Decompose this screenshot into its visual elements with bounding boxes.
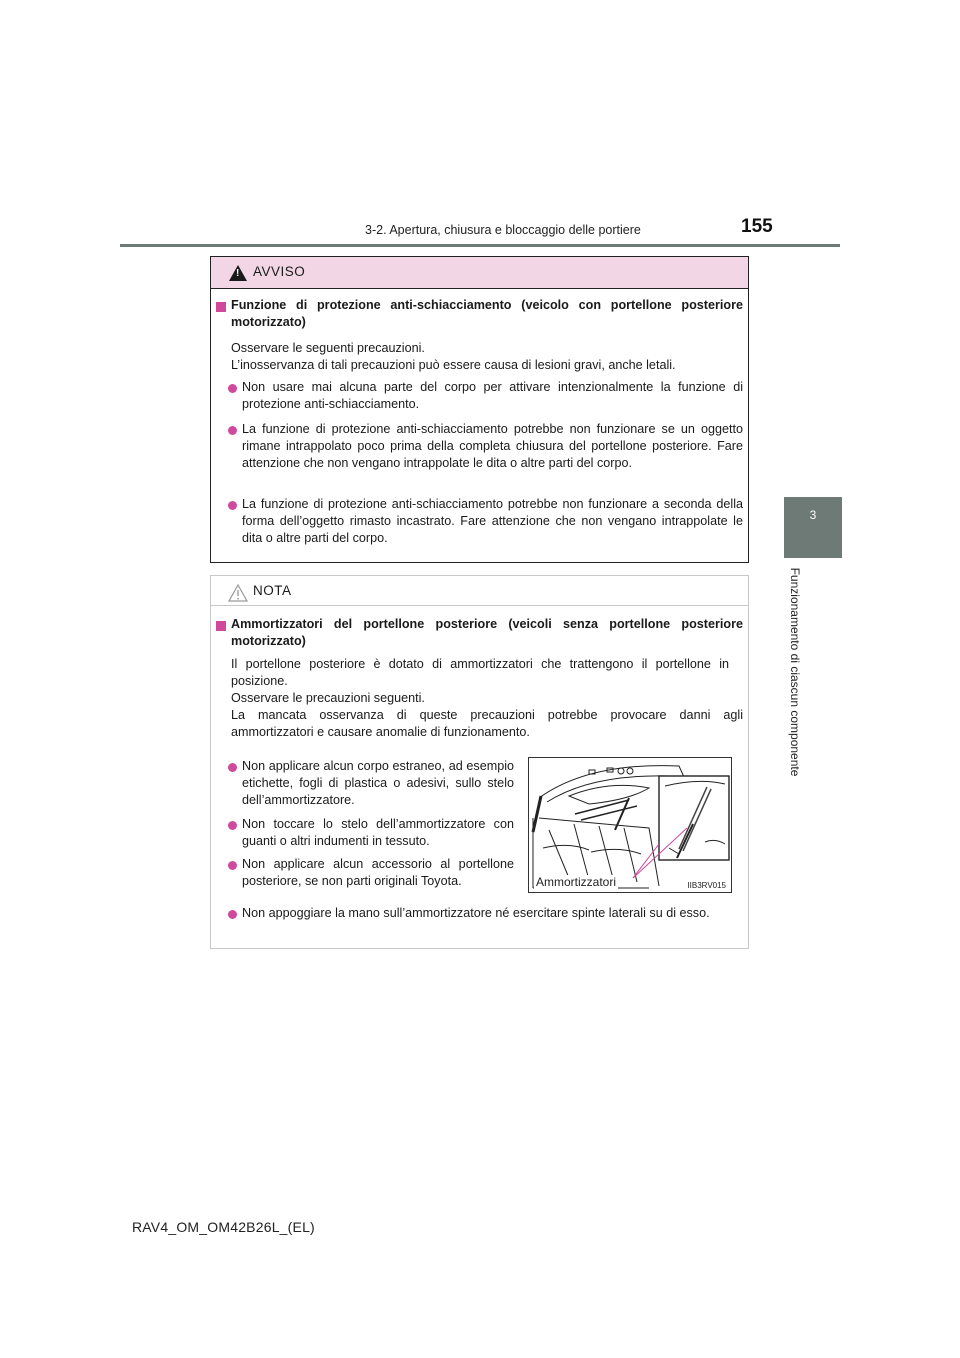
note-bullet-3: Non applicare alcun accessorio al portellone posteriore, se non parti originali Toyota. (242, 857, 514, 889)
figure-label: Ammortizzatori (536, 875, 617, 889)
tailgate-damper-figure (528, 757, 732, 893)
warning-bullet-3: La funzione di protezione anti-schiacciamento potrebbe non funzionare a seconda della forma dell’oggetto rimasto incastrato. Fare attenzione che non vengano intrappolate le dita o altre parti del corpo. (242, 497, 743, 546)
warning-intro-1: Osservare le seguenti precauzioni. (231, 341, 425, 355)
footer-doc-code: RAV4_OM_OM42B26L_(EL) (132, 1219, 315, 1235)
note-header (211, 576, 748, 606)
figure-code: IIB3RV015 (687, 881, 726, 890)
warning-bullet-2: La funzione di protezione anti-schiacciamento potrebbe non funzionare se un oggetto rimane intrappolato poco prima della completa chiusura del portellone posteriore. Fare attenzione che non vengano intrappolate le dita o altre parti del corpo. (242, 422, 743, 471)
bullet-dot-icon (228, 384, 237, 393)
warning-header (211, 257, 748, 289)
bullet-dot-icon (228, 763, 237, 772)
note-heading: Ammortizzatori del portellone posteriore (veicoli senza portellone posteriore motorizzato) (231, 617, 743, 649)
note-intro-3: La mancata osservanza di queste precauzioni potrebbe provocare danni agli ammortizzatori e causare anomalie di funzionamento. (231, 708, 743, 740)
section-title: 3-2. Apertura, chiusura e bloccaggio delle portiere (365, 223, 641, 237)
bullet-dot-icon (228, 861, 237, 870)
bullet-dot-icon (228, 821, 237, 830)
warning-heading: Funzione di protezione anti-schiacciamento (veicolo con portellone posteriore motorizzato) (231, 298, 743, 330)
chapter-tab (784, 497, 842, 558)
warning-title: AVVISO (253, 264, 306, 279)
page-number: 155 (741, 216, 773, 237)
warning-intro-2: L’inosservanza di tali precauzioni può essere causa di lesioni gravi, anche letali. (231, 358, 676, 372)
note-bullet-2: Non toccare lo stelo dell’ammortizzatore con guanti o altri indumenti in tessuto. (242, 817, 514, 849)
bullet-dot-icon (228, 426, 237, 435)
warning-bullet-1: Non usare mai alcuna parte del corpo per attivare intenzionalmente la funzione di protezione anti-schiacciamento. (242, 380, 743, 412)
bullet-dot-icon (228, 501, 237, 510)
warning-triangle-icon: ! (229, 265, 247, 281)
note-bullet-4: Non appoggiare la mano sull’ammortizzatore né esercitare spinte laterali su di esso. (242, 906, 710, 920)
note-intro-1: Il portellone posteriore è dotato di ammortizzatori che trattengono il portellone in posizione. (231, 657, 729, 689)
header-rule (120, 244, 840, 247)
chapter-side-label: Funzionamento di ciascun componente (788, 567, 802, 777)
tailgate-illustration (529, 758, 732, 893)
bullet-dot-icon (228, 910, 237, 919)
note-title: NOTA (253, 583, 292, 598)
note-intro-2: Osservare le precauzioni seguenti. (231, 691, 425, 705)
square-bullet-icon (216, 302, 226, 312)
square-bullet-icon (216, 621, 226, 631)
caution-outline-triangle-icon (228, 584, 248, 602)
note-bullet-1: Non applicare alcun corpo estraneo, ad esempio etichette, fogli di plastica o adesivi, sullo stelo dell’ammortizzatore. (242, 759, 514, 808)
chapter-number: 3 (809, 508, 817, 522)
